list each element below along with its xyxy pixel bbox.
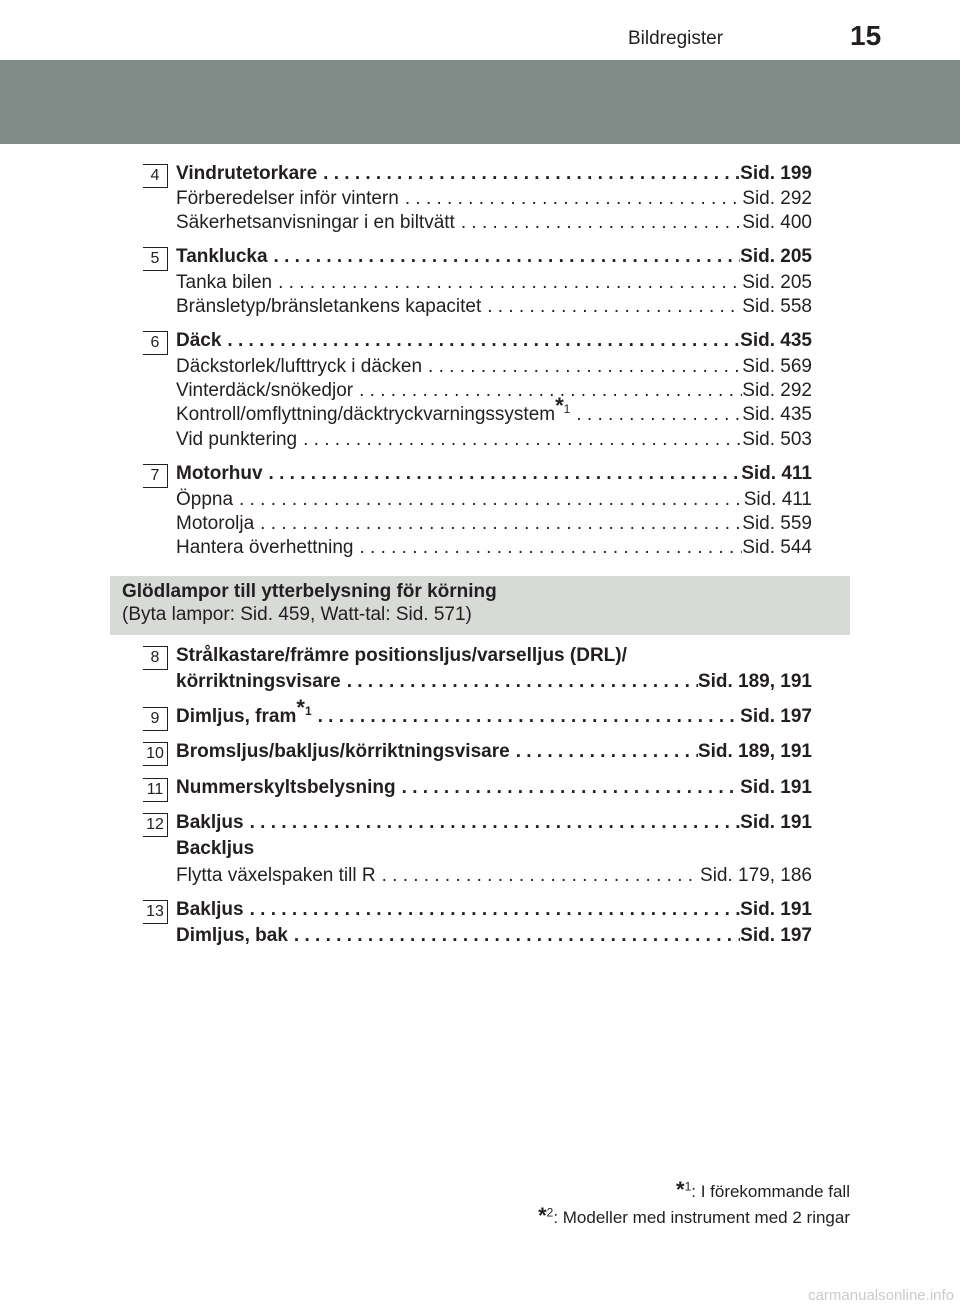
- index-entry-heading: [176, 644, 812, 668]
- index-entry[interactable]: [176, 898, 812, 922]
- entry-label: Vindrutetorkare: [176, 163, 318, 184]
- entry-page: Sid. 205: [740, 246, 812, 267]
- index-entry[interactable]: [176, 329, 812, 353]
- index-entry[interactable]: [176, 162, 812, 186]
- index-entry[interactable]: [176, 355, 812, 379]
- entry-page: Sid. 191: [740, 899, 812, 920]
- entry-label: Bränsletyp/bränsletankens kapacitet: [176, 296, 482, 317]
- header-band: [0, 60, 960, 144]
- callout-number-4: 4: [143, 164, 168, 188]
- entry-label: Säkerhetsanvisningar i en biltvätt: [176, 212, 455, 233]
- entry-label: Dimljus, bak: [176, 925, 288, 946]
- entry-label: Dimljus, fram: [176, 706, 297, 727]
- index-entry[interactable]: [176, 187, 812, 211]
- callout-number-11: 11: [143, 778, 168, 802]
- entry-label: Förberedelser inför vintern: [176, 188, 399, 209]
- index-entry[interactable]: [176, 864, 812, 888]
- section-title: Bildregister: [628, 28, 724, 49]
- entry-page: Sid. 292: [742, 188, 812, 209]
- entry-page: Sid. 503: [742, 429, 812, 450]
- callout-number-10: 10: [143, 742, 168, 766]
- entry-label: Bakljus: [176, 812, 244, 833]
- entry-page: Sid. 544: [742, 537, 812, 558]
- index-subheading: [176, 837, 812, 861]
- entry-page: Sid. 197: [740, 925, 812, 946]
- entry-page: Sid. 191: [740, 812, 812, 833]
- lamps-box-subtitle: (Byta lampor: Sid. 459, Watt-tal: Sid. 571): [122, 604, 472, 625]
- entry-page: Sid. 559: [742, 513, 812, 534]
- entry-page: Sid. 411: [743, 489, 812, 510]
- entry-page: Sid. 205: [742, 272, 812, 293]
- entry-label: Öppna: [176, 489, 234, 510]
- callout-number-9: 9: [143, 707, 168, 731]
- index-entry[interactable]: [176, 271, 812, 295]
- index-entry[interactable]: [176, 379, 812, 403]
- index-entry[interactable]: [176, 924, 812, 948]
- entry-page: Sid. 569: [742, 356, 812, 377]
- entry-label: Vid punktering: [176, 429, 298, 450]
- entry-page: Sid. 411: [741, 463, 812, 484]
- entry-label: Bakljus: [176, 899, 244, 920]
- index-entry[interactable]: [176, 245, 812, 269]
- entry-page: Sid. 191: [740, 777, 812, 798]
- index-entry[interactable]: [176, 536, 812, 560]
- entry-page: Sid. 435: [740, 330, 812, 351]
- entry-label: Däckstorlek/lufttryck i däcken: [176, 356, 423, 377]
- entry-label: Strålkastare/främre positionsljus/varselljus (DRL)/: [176, 645, 627, 666]
- entry-page: Sid. 199: [740, 163, 812, 184]
- entry-label: körriktningsvisare: [176, 671, 341, 692]
- footnotes: [538, 1178, 850, 1230]
- callout-number-12: 12: [143, 813, 168, 837]
- index-entry[interactable]: [176, 740, 812, 764]
- index-entry[interactable]: [176, 428, 812, 452]
- index-entry[interactable]: [176, 211, 812, 235]
- callout-number-7: 7: [143, 464, 168, 488]
- entry-label: Flytta växelspaken till R: [176, 865, 376, 886]
- entry-page: Sid. 558: [742, 296, 812, 317]
- entry-label: Kontroll/omflyttning/däcktryckvarningssystem: [176, 404, 556, 425]
- entry-page: Sid. 435: [742, 404, 812, 425]
- index-entry[interactable]: [176, 670, 812, 694]
- watermark: carmanualsonline.info: [808, 1287, 954, 1304]
- entry-label: Vinterdäck/snökedjor: [176, 380, 354, 401]
- entry-label: Nummerskyltsbelysning: [176, 777, 396, 798]
- callout-number-5: 5: [143, 247, 168, 271]
- entry-page: Sid. 189, 191: [697, 671, 812, 692]
- lamps-info-box: [110, 576, 850, 635]
- entry-label: Backljus: [176, 838, 255, 859]
- footnote-ref: 1: [563, 401, 571, 416]
- entry-page: Sid. 292: [742, 380, 812, 401]
- index-entry[interactable]: [176, 811, 812, 835]
- index-entry[interactable]: [176, 776, 812, 800]
- callout-number-6: 6: [143, 331, 168, 355]
- index-entry[interactable]: Dimljus, fram$^{*1}$ . . . Sid. 197: [176, 705, 812, 729]
- entry-label: Motorolja: [176, 513, 255, 534]
- footnote-1: *$^1$: I förekommande fall: [676, 1177, 850, 1202]
- entry-page: Sid. 179, 186: [700, 865, 812, 886]
- entry-label: Tanklucka: [176, 246, 268, 267]
- page-number: 15: [850, 20, 882, 51]
- entry-page: Sid. 400: [742, 212, 812, 233]
- index-entry[interactable]: [176, 462, 812, 486]
- footnote-2: *$^2$: Modeller med instrument med 2 ringar: [538, 1203, 850, 1228]
- page-header: [0, 0, 960, 58]
- callout-number-8: 8: [143, 646, 168, 670]
- footnote-ref: 1: [304, 703, 312, 718]
- lamps-box-title: Glödlampor till ytterbelysning för körning: [122, 581, 497, 602]
- entry-label: Motorhuv: [176, 463, 263, 484]
- index-entry[interactable]: [176, 512, 812, 536]
- entry-label: Hantera överhettning: [176, 537, 354, 558]
- entry-label: Bromsljus/bakljus/körriktningsvisare: [176, 741, 510, 762]
- entry-page: Sid. 189, 191: [697, 741, 812, 762]
- entry-page: Sid. 197: [740, 706, 812, 727]
- callout-number-13: 13: [143, 900, 168, 924]
- entry-label: Däck: [176, 330, 222, 351]
- index-entry[interactable]: [176, 488, 812, 512]
- index-entry[interactable]: Kontroll/omflyttning/däcktryckvarningssystem$^{*1}$ . . . Sid. 435: [176, 403, 812, 427]
- index-entry[interactable]: [176, 295, 812, 319]
- entry-label: Tanka bilen: [176, 272, 273, 293]
